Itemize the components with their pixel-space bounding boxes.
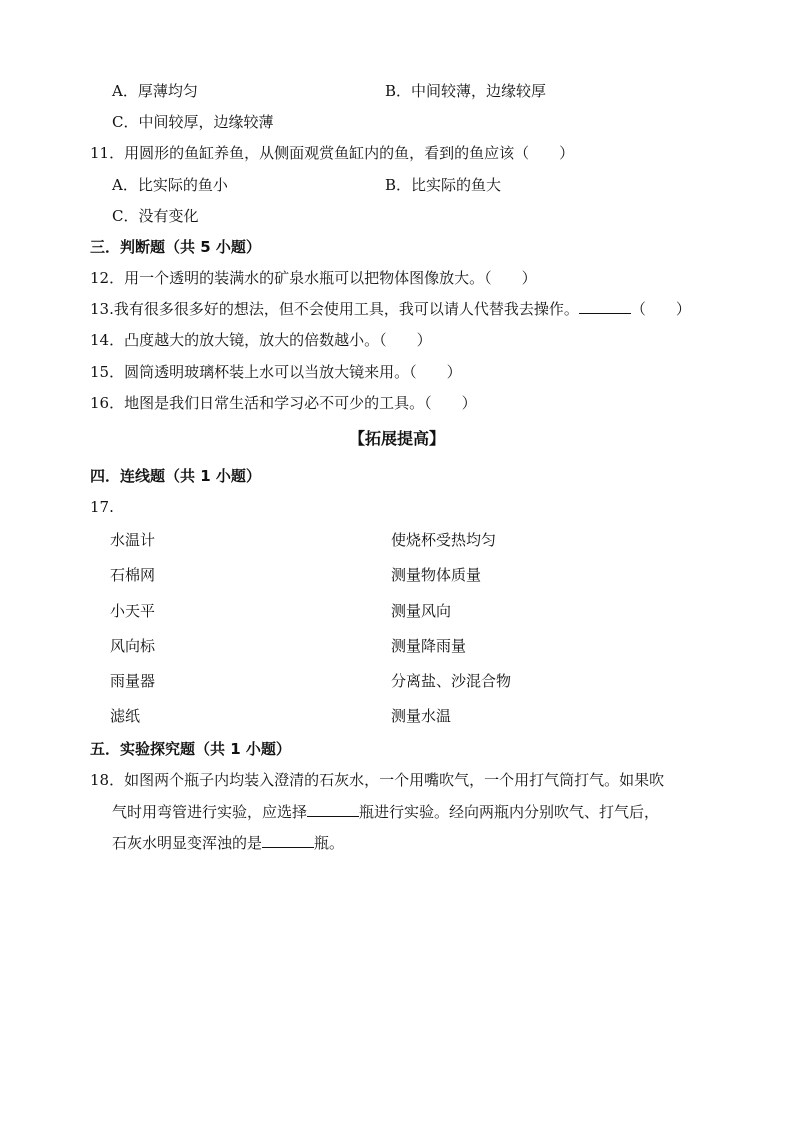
match-left-item: 石棉网: [110, 566, 156, 584]
q10-option-c: C．中间较厚，边缘较薄: [112, 113, 274, 131]
q13-paren: （ ）: [630, 300, 691, 318]
match-right-item: 分离盐、沙混合物: [391, 672, 512, 690]
q18-line-3-text: 石灰水明显变浑浊的是: [112, 834, 263, 852]
q18-line-3: [112, 832, 344, 854]
q12: 12．用一个透明的装满水的矿泉水瓶可以把物体图像放大。（ ）: [90, 269, 537, 287]
match-right-item: 测量水温: [391, 707, 452, 725]
section-4-title: 四．连线题（共 1 小题）: [90, 467, 261, 485]
match-right-item: 测量降雨量: [391, 637, 467, 655]
q11-option-a: A．比实际的鱼小: [112, 176, 228, 194]
section-3-title: 三．判断题（共 5 小题）: [90, 238, 261, 256]
q18-line-2-text: 气时用弯管进行实验，应选择: [112, 803, 308, 821]
q13: [90, 298, 691, 320]
q18-blank-2: [262, 833, 314, 848]
q18-line-1: 18．如图两个瓶子内均装入澄清的石灰水，一个用嘴吹气，一个用打气筒打气。如果吹: [90, 771, 665, 789]
q10-option-b: B．中间较薄，边缘较厚: [385, 82, 547, 100]
q11-stem: 11．用圆形的鱼缸养鱼，从侧面观赏鱼缸内的鱼，看到的鱼应该（ ）: [90, 144, 575, 162]
match-left-item: 雨量器: [110, 672, 156, 690]
q15: 15．圆筒透明玻璃杯装上水可以当放大镜来用。（ ）: [90, 363, 462, 381]
q14: 14．凸度越大的放大镜，放大的倍数越小。（ ）: [90, 331, 432, 349]
q16: 16．地图是我们日常生活和学习必不可少的工具。（ ）: [90, 394, 477, 412]
match-left-item: 滤纸: [110, 707, 141, 725]
extend-heading: 【拓展提高】: [348, 429, 445, 448]
match-left-item: 风向标: [110, 637, 156, 655]
match-right-item: 测量物体质量: [391, 566, 482, 584]
q11-option-b: B．比实际的鱼大: [385, 176, 502, 194]
q13-text: 13.我有很多很多好的想法，但不会使用工具，我可以请人代替我去操作。: [90, 300, 579, 318]
q18-line-2: [112, 801, 659, 823]
q10-option-a: A．厚薄均匀: [112, 82, 198, 100]
q18-line-2-rest: 瓶进行实验。经向两瓶内分别吹气、打气后，: [359, 803, 660, 821]
q13-blank: [579, 299, 631, 314]
match-right-item: 使烧杯受热均匀: [391, 531, 497, 549]
q18-blank-1: [307, 802, 359, 817]
q18-line-3-rest: 瓶。: [314, 834, 345, 852]
match-left-item: 水温计: [110, 531, 156, 549]
q11-option-c: C．没有变化: [112, 207, 199, 225]
section-5-title: 五．实验探究题（共 1 小题）: [90, 740, 291, 758]
match-left-item: 小天平: [110, 602, 156, 620]
q17-number: 17.: [90, 498, 114, 516]
match-right-item: 测量风向: [391, 602, 452, 620]
